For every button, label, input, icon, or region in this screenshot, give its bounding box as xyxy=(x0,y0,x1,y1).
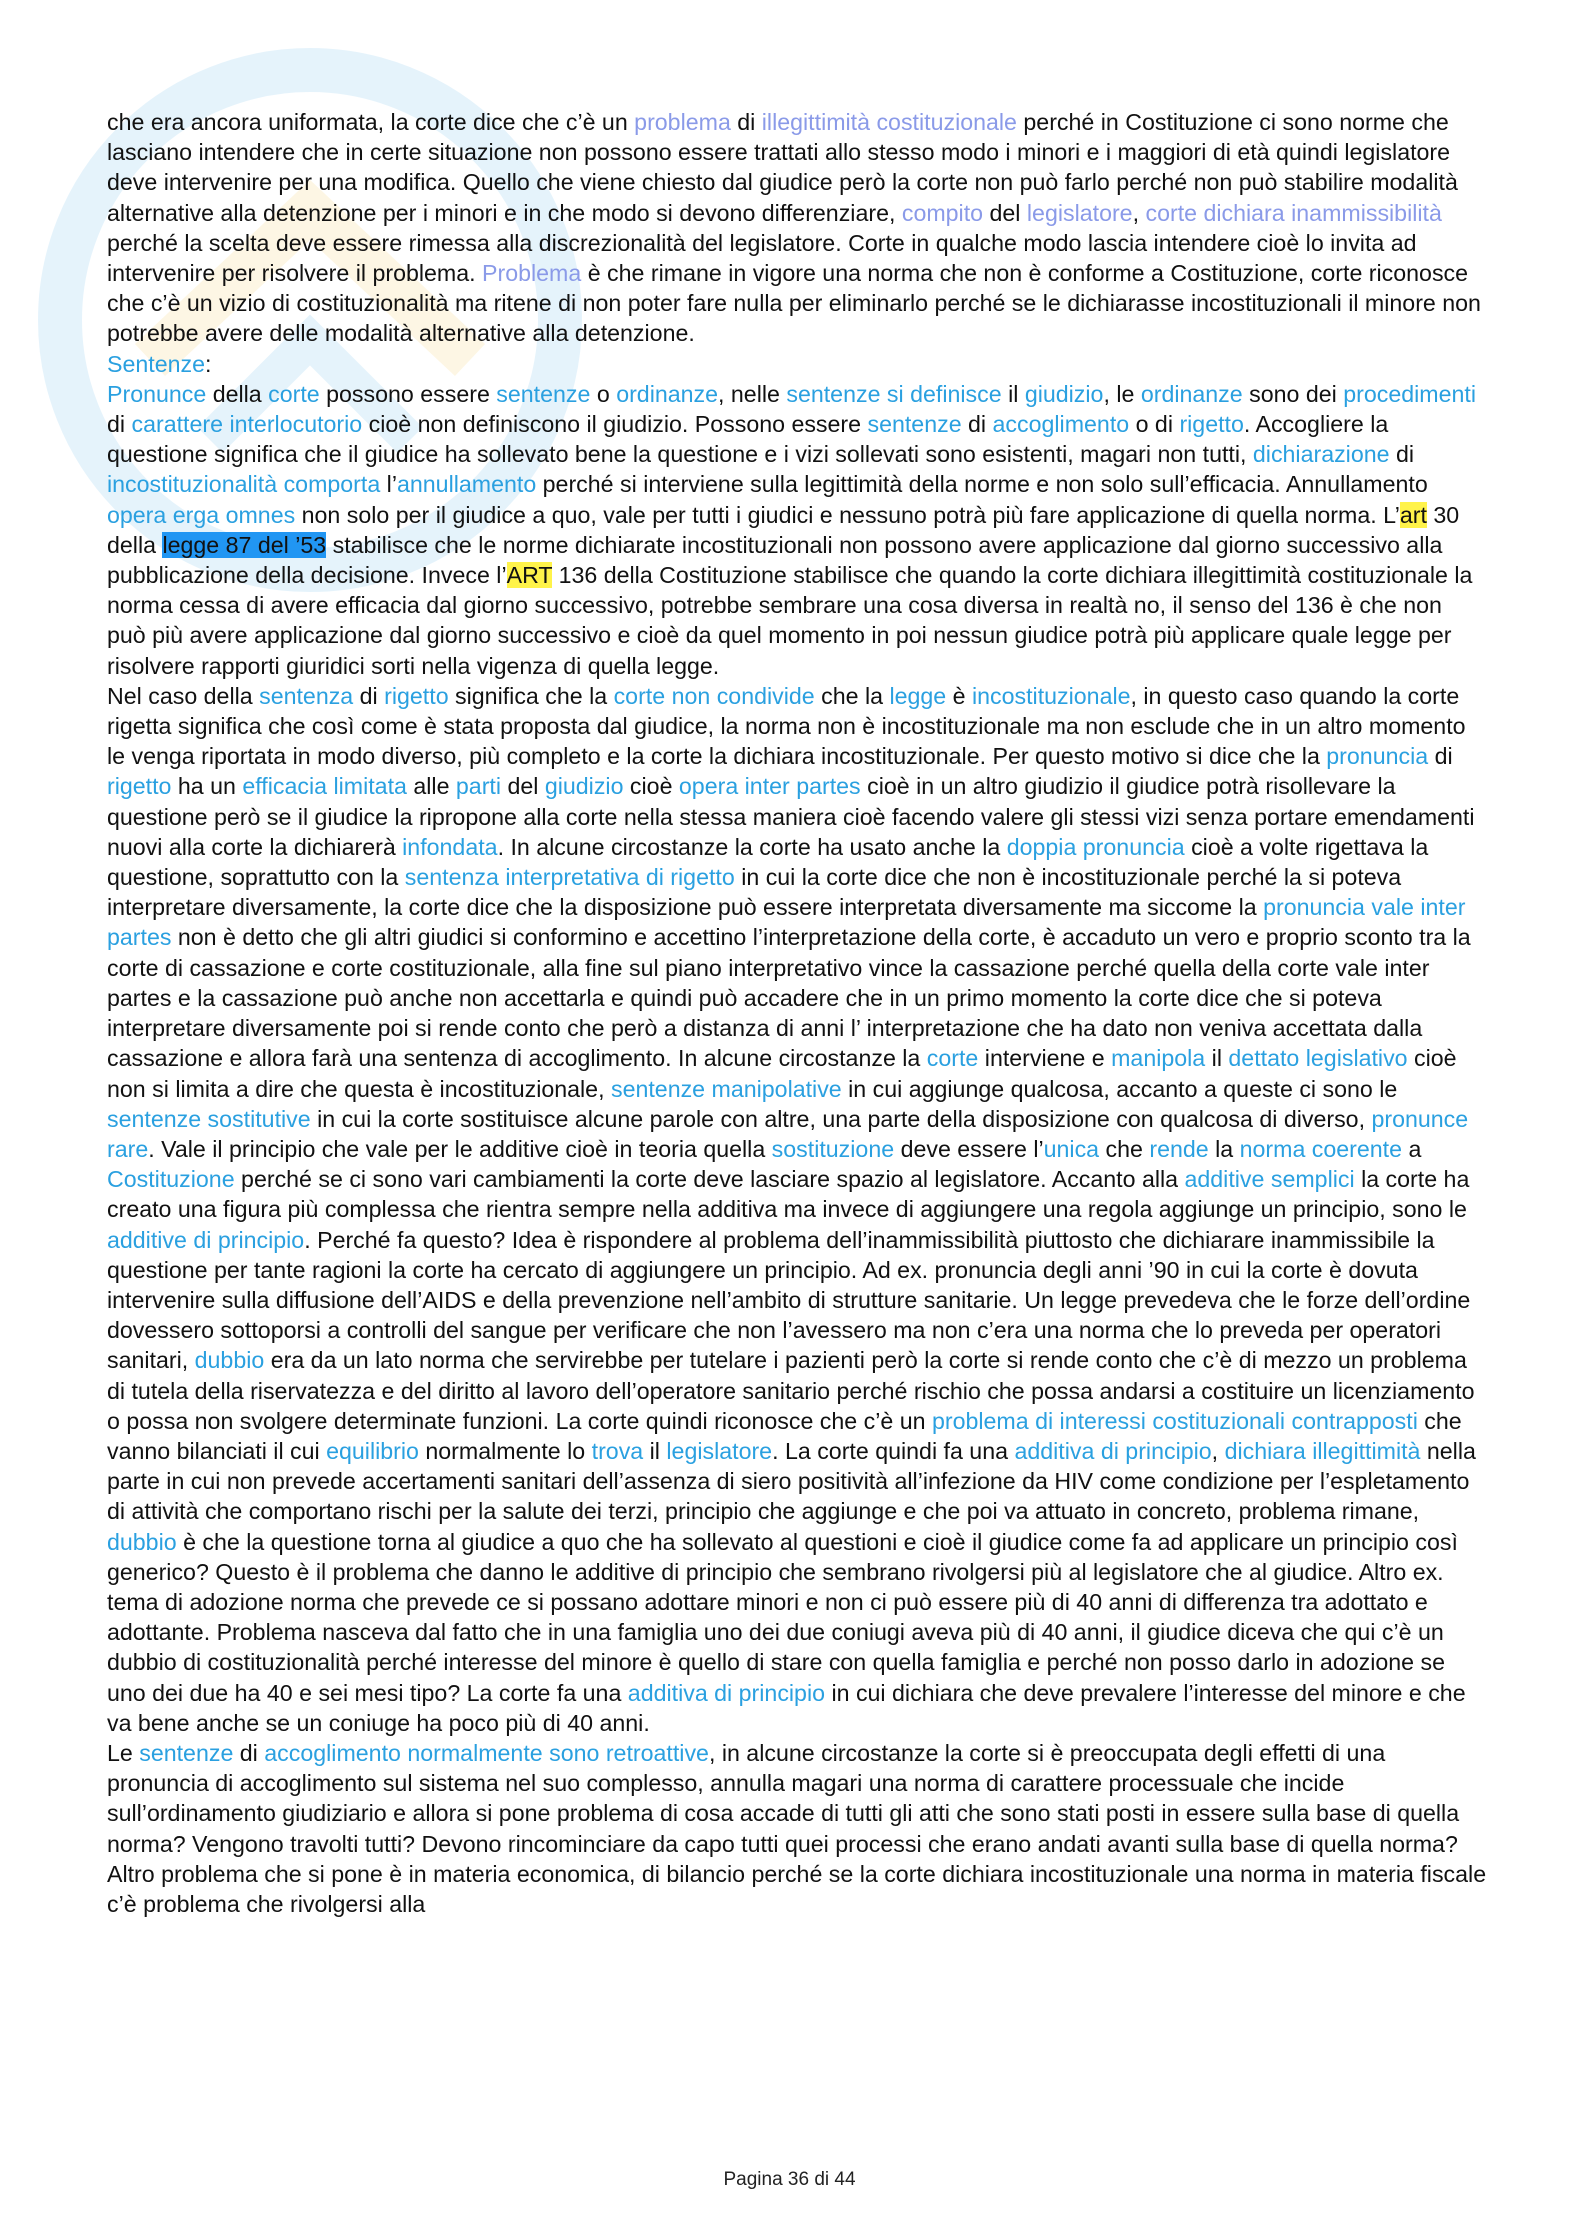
highlighted-term: pronunce rare xyxy=(107,1105,1469,1162)
highlighted-term: annullamento xyxy=(396,471,537,498)
highlighted-term: opera erga omnes xyxy=(107,501,296,528)
highlighted-term: pronuncia xyxy=(1326,743,1429,770)
document-body xyxy=(107,107,1487,1919)
highlighted-term: manipola xyxy=(1111,1045,1206,1072)
highlighted-term: sentenze xyxy=(496,380,591,407)
highlighted-term: opera inter partes xyxy=(678,773,861,800)
paragraph: Le sentenze di accoglimento normalmente sono retroattive, in alcune circostanze la corte si è preoccupata degli effetti di una pronuncia di accoglimento sul sistema nel suo complesso, annulla magari una norma di carattere processuale che incide sull’ordinamento giudiziario e allora si pone problema di cosa accade di tutti gli atti che sono stati posti in essere sulla base di quella norma? Vengono travolti tutti? Devono rincominciare da capo tutti quei processi che erano andati avanti sulla base di quella norma? Altro problema che si pone è in materia economica, di bilancio perché se la corte dichiara incostituzionale una norma in materia fiscale c’è problema che rivolgersi alla xyxy=(107,1739,1487,1917)
highlighted-term: sentenza interpretativa di rigetto xyxy=(404,864,735,891)
highlighted-term: doppia pronuncia xyxy=(1006,833,1185,860)
highlighted-term: incostituzionale xyxy=(971,682,1131,709)
highlighted-term: problema xyxy=(634,109,731,135)
highlighted-term: sentenze xyxy=(867,411,962,438)
highlighted-term: Pronunce xyxy=(107,380,207,407)
highlighted-term: legislatore xyxy=(1026,199,1133,226)
highlighted-term: procedimenti xyxy=(1343,380,1476,407)
highlighted-term: corte non condivide xyxy=(613,682,815,709)
highlighted-term: dubbio xyxy=(194,1347,265,1374)
highlighted-term: sentenze si definisce xyxy=(786,380,1002,407)
highlighted-term: ordinanze xyxy=(1140,380,1243,407)
highlighted-term: ART xyxy=(506,562,553,589)
paragraph: Nel caso della sentenza di rigetto significa che la corte non condivide che la legge è incostituzionale, in questo caso quando la corte rigetta significa che così come è stata proposta dal giudice, la norma non è incostituzionale ma non esclude che in un altro momento le venga riportata in modo diverso, più completo e la corte la dichiara incostituzionale. Per questo motivo si dice che la pronuncia di rigetto ha un efficacia limitata alle parti del giudizio cioè opera inter partes cioè in un altro giudizio il giudice potrà risollevare la questione però se il giudice la ripropone alla corte nella stessa maniera cioè facendo valere gli stessi vizi senza portare emendamenti nuovi alla corte la dichiarerà infondata. In alcune circostanze la corte ha usato anche la doppia pronuncia cioè a volte rigettava la questione, soprattutto con la sentenza interpretativa di rigetto in cui la corte dice che non è incostituzionale perché la si poteva interpretare diversamente, la corte dice che la disposizione può essere interpretata diversamente ma siccome la pronuncia vale inter partes non è detto che gli altri giudici si conformino e accettino l’interpretazione della corte, è accaduto un vero e proprio sconto tra la corte di cassazione e corte costituzionale, alla fine sul piano interpretativo vince la cassazione perché quella della corte vale inter partes e la cassazione può anche non accettarla e quindi può accadere che in un primo momento la corte dice che si poteva interpretare diversamente poi si rende conto che però a distanza di anni l’ interpretazione che ha dato non veniva accettata dalla cassazione e allora farà una sentenza di accoglimento. In alcune circostanze la corte interviene e manipola il dettato legislativo cioè non si limita a dire che questa è incostituzionale, sentenze manipolative in cui aggiunge qualcosa, accanto a queste ci sono le sentenze sostitutive in cui la corte sostituisce alcune parole con altre, una parte della disposizione con qualcosa di diverso, pronunce rare. Vale il principio che vale per le additive cioè in teoria quella sostituzione deve essere l’unica che rende la norma coerente a Costituzione perché se ci sono vari cambiamenti la corte deve lasciare spazio al legislatore. Accanto alla additive semplici la corte ha creato una figura più complessa che rientra sempre nella additiva ma invece di aggiungere una regola aggiunge un principio, sono le additive di principio. Perché fa questo? Idea è rispondere al problema dell’inammissibilità piuttosto che dichiarare inammissibile la questione per tante ragioni la corte ha cercato di aggiungere un principio. Ad ex. pronuncia degli anni ’90 in cui la corte è dovuta intervenire sulla diffusione dell’AIDS e della prevenzione nell’ambito di strutture sanitarie. Un legge prevedeva che le forze dell’ordine dovessero sottoporsi a controlli del sangue per verificare che non l’avessero ma non c’era una norma che lo preveda per operatori sanitari, dubbio era da un lato norma che servirebbe per tutelare i pazienti però la corte si rende conto che c’è di mezzo un problema di tutela della riservatezza e del diritto al lavoro dell’operatore sanitario perché rischio che possa andarsi a costituire un licenziamento o possa non svolgere determinate funzioni. La corte quindi riconosce che c’è un problema di interessi costituzionali contrapposti che vanno bilanciati il cui equilibrio normalmente lo trova il legislatore. La corte quindi fa una additiva di principio, dichiara illegittimità nella parte in cui non prevede accertamenti sanitari dell’assenza di siero positività all’infezione da HIV come condizione per l’espletamento di attività che comportano rischi per la salute dei terzi, principio che aggiunge e che poi va attuato in concreto, problema rimane, dubbio è che la questione torna al giudice a quo che ha sollevato al questioni e cioè il giudice come fa ad applicare un principio così generico? Questo è il problema che danno le additive di principio che sembrano rivolgersi più al legislatore che al giudice. Altro ex. tema di adozione norma che prevede ce si possano adottare minori e non ci può essere più di 40 anni di differenza tra adottato e adottante. Problema nasceva dal fatto che in una famiglia uno dei due coniugi aveva più di 40 anni, il giudice diceva che qui c’è un dubbio di costituzionalità perché interesse del minore è quello di stare con quella famiglia e perché non posso darlo in adozione se uno dei due ha 40 e sei mesi tipo? La corte fa una additiva di principio in cui dichiara che deve prevalere l’interesse del minore e che va bene anche se un coniuge ha poco più di 40 anni. xyxy=(107,682,1476,1736)
highlighted-term: equilibrio xyxy=(326,1437,419,1464)
highlighted-term: additiva di principio xyxy=(1014,1437,1212,1464)
highlighted-term: dubbio xyxy=(107,1528,177,1555)
highlighted-term: incostituzionalità comporta xyxy=(107,471,381,498)
paragraph: che era ancora uniformata, la corte dice che c’è un problema di illegittimità costituzionale perché in Costituzione ci sono norme che lasciano intendere che in certe situazione non possono essere trattati allo stesso modo i minori e i maggiori di età quindi legislatore deve intervenire per una modifica. Quello che viene chiesto dal giudice però la corte non può farlo perché non può stabilire modalità alternative alla detenzione per i minori e in che modo si devono differenziare, compito del legislatore, corte dichiara inammissibilità perché la scelta deve essere rimessa alla discrezionalità del legislatore. Corte in qualche modo lascia intendere cioè lo invita ad intervenire per risolvere il problema. Problema è che rimane in vigore una norma che non è conforme a Costituzione, corte riconosce che c’è un vizio di costituzionalità ma ritene di non poter fare nulla per eliminarlo perché se le dichiarasse incostituzionali il minore non potrebbe avere delle modalità alternative alla detenzione. xyxy=(107,109,1481,347)
highlighted-term: Problema xyxy=(482,260,582,287)
highlighted-term: norma coerente xyxy=(1239,1135,1403,1162)
highlighted-term: corte xyxy=(268,380,320,407)
highlighted-term: additiva di principio xyxy=(627,1679,826,1706)
section-heading-sentenze: Sentenze: xyxy=(107,350,212,377)
paragraph: Pronunce della corte possono essere sentenze o ordinanze, nelle sentenze si definisce il giudizio, le ordinanze sono dei procedimenti di carattere interlocutorio cioè non definiscono il giudizio. Possono essere sentenze di accoglimento o di rigetto. Accogliere la questione significa che il giudice ha sollevato bene la questione e i vizi sollevati sono esistenti, magari non tutti, dichiarazione di incostituzionalità comporta l’annullamento perché si interviene sulla legittimità della norme e non solo sull’efficacia. Annullamento opera erga omnes non solo per il giudice a quo, vale per tutti i giudici e nessuno potrà più fare applicazione di quella norma. L’art 30 della legge 87 del ’53 stabilisce che le norme dichiarate incostituzionali non possono avere applicazione dal giorno successivo alla pubblicazione della decisione. Invece l’ART 136 della Costituzione stabilisce che quando la corte dichiara illegittimità costituzionale la norma cessa di avere efficacia dal giorno successivo, potrebbe sembrare una cosa diversa in realtà no, il senso del 136 è che non può più avere applicazione dal giorno successivo e cioè da quel momento in poi nessun giudice potrà più applicare quale legge per risolvere rapporti giuridici sorti nella vigenza di quella legge. xyxy=(107,380,1476,679)
highlighted-term: compito xyxy=(901,199,984,226)
highlighted-term: sentenze manipolative xyxy=(610,1075,842,1102)
highlighted-term: sostituzione xyxy=(771,1135,895,1162)
highlighted-term: rigetto xyxy=(1179,411,1244,438)
highlighted-term: dichiara illegittimità xyxy=(1224,1437,1421,1464)
highlighted-term: Sentenze xyxy=(107,350,205,377)
highlighted-term: legislatore xyxy=(666,1437,773,1464)
highlighted-term: efficacia limitata xyxy=(242,773,407,800)
highlighted-term: additive semplici xyxy=(1184,1166,1355,1193)
highlighted-term: unica xyxy=(1043,1135,1100,1162)
highlighted-term: corte xyxy=(926,1045,979,1072)
highlighted-term: rende xyxy=(1149,1135,1209,1162)
highlighted-term: giudizio xyxy=(544,773,624,800)
highlighted-term: pronuncia vale inter partes xyxy=(107,894,1466,951)
highlighted-term: giudizio xyxy=(1024,380,1104,407)
highlighted-term: carattere interlocutorio xyxy=(131,411,363,438)
highlighted-term: corte dichiara inammissibilità xyxy=(1145,199,1442,226)
highlighted-term: sentenze sostitutive xyxy=(107,1105,311,1132)
highlighted-term: problema di interessi costituzionali contrapposti xyxy=(931,1407,1418,1434)
highlighted-term: legge 87 del ’53 xyxy=(162,531,327,558)
highlighted-term: rigetto xyxy=(107,773,172,800)
highlighted-term: legge xyxy=(889,682,947,709)
highlighted-term: sentenza xyxy=(259,682,354,709)
page-number: Pagina 36 di 44 xyxy=(723,2169,856,2190)
highlighted-term: Costituzione xyxy=(107,1166,235,1193)
highlighted-term: trova xyxy=(591,1437,644,1464)
highlighted-term: parti xyxy=(455,773,502,800)
highlighted-term: rigetto xyxy=(384,682,449,709)
highlighted-term: sentenze xyxy=(139,1739,234,1766)
highlighted-term: illegittimità costituzionale xyxy=(761,109,1017,135)
highlighted-term: art xyxy=(1399,501,1427,528)
highlighted-term: dichiarazione xyxy=(1252,441,1390,468)
highlighted-term: dettato legislativo xyxy=(1228,1045,1408,1072)
highlighted-term: accoglimento normalmente sono retroattive xyxy=(264,1739,709,1766)
highlighted-term: additive di principio xyxy=(107,1226,305,1253)
highlighted-term: ordinanze xyxy=(616,380,719,407)
highlighted-term: accoglimento xyxy=(992,411,1130,438)
highlighted-term: infondata xyxy=(402,833,498,860)
